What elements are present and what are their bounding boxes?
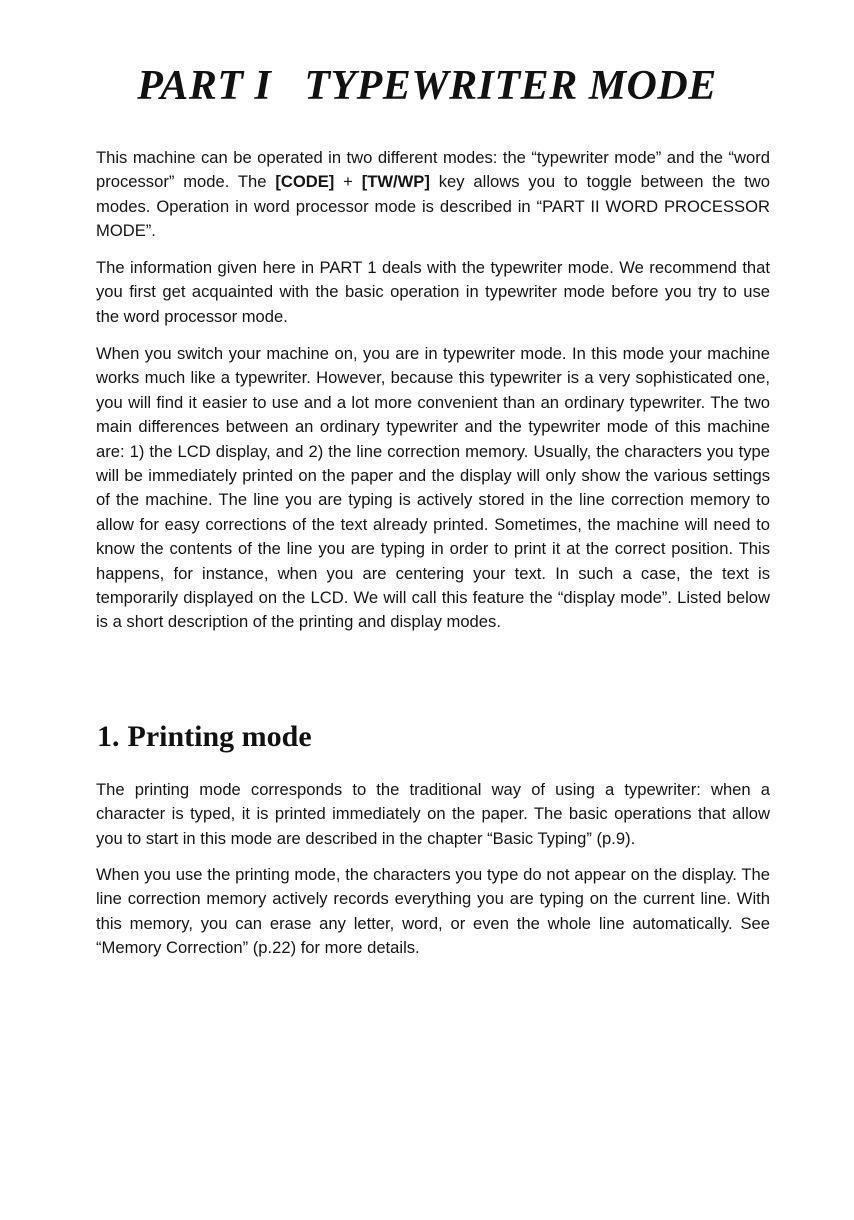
section-title: Printing mode (127, 720, 312, 753)
intro-p1-text-a: This machine can be operated in two different modes: the “typewriter mode” and the “word processor” mode. The (96, 148, 770, 192)
part-heading (0, 62, 854, 110)
section-number: 1. (97, 720, 120, 753)
part-title: TYPEWRITER MODE (304, 63, 717, 109)
printing-mode-paragraph-2: When you use the printing mode, the characters you type do not appear on the display. The line correction memory actively records everything you are typing on the current line. With this memory, you can erase any letter, word, or even the whole line automatically. See “Memory Correction” (p.22) for more details. (96, 865, 770, 958)
intro-p1-text-b: key allows you to toggle between the two modes. Operation in word processor mode is described in “PART II WORD PROCESSOR MODE”. (96, 172, 770, 241)
intro-paragraph-2: The information given here in PART 1 deals with the typewriter mode. We recommend that you first get acquainted with the basic operation in typewriter mode before you try to use the word processor mode. (96, 258, 770, 326)
part-label: PART I (137, 63, 272, 109)
tw-wp-key-label: [TW/WP] (361, 172, 430, 192)
code-key-label: [CODE] (275, 172, 335, 192)
section-heading-printing-mode (97, 720, 312, 754)
intro-paragraph-3: When you switch your machine on, you are in typewriter mode. In this mode your machine works much like a typewriter. However, because this typewriter is a very sophisticated one, you will find it easier to use and a lot more convenient than an ordinary typewriter. The two main differences between an ordinary typewriter and the typewriter mode of this machine are: 1) the LCD display, and 2) the line correction memory. Usually, the characters you type will be immediately printed on the paper and the display will only show the various settings of the machine. The line you are typing is actively stored in the line correction memory to allow for easy corrections of the text already printed. Sometimes, the machine will need to know the contents of the line you are typing in order to print it at the correct position. This happens, for instance, when you are centering your text. In such a case, the text is temporarily displayed on the LCD. We will call this feature the “display mode”. Listed below is a short description of the printing and display modes. (96, 344, 770, 632)
plus-sign: + (334, 172, 362, 192)
printing-mode-paragraph-1: The printing mode corresponds to the traditional way of using a typewriter: when a character is typed, it is printed immediately on the paper. The basic operations that allow you to start in this mode are described in the chapter “Basic Typing” (p.9). (96, 780, 770, 848)
intro-paragraph-1 (96, 146, 770, 244)
